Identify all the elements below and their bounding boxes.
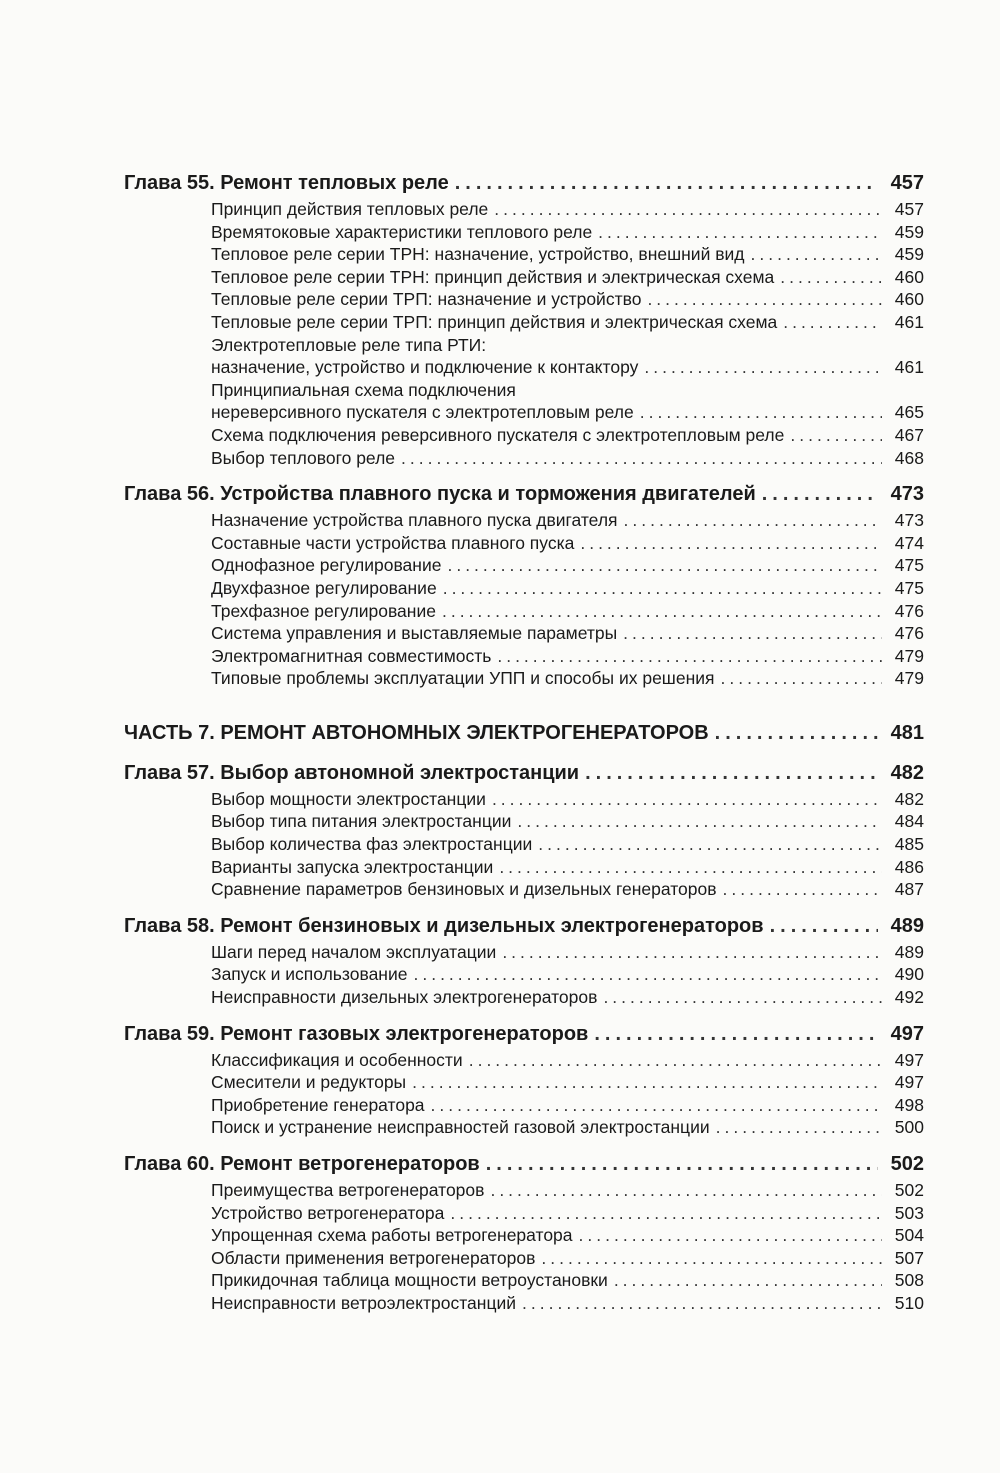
dot-leader — [538, 833, 882, 856]
toc-entry — [211, 1247, 924, 1270]
entry-page: 461 — [894, 357, 924, 378]
chapter-title: Глава 55. Ремонт тепловых реле — [124, 172, 449, 194]
entry-page: 510 — [894, 1292, 924, 1313]
entry-title: Тепловые реле серии ТРП: принцип действия и электрическая схема — [211, 311, 778, 332]
entry-page: 482 — [894, 788, 924, 809]
dot-leader — [431, 1094, 882, 1117]
toc-entry — [211, 833, 924, 856]
entry-page: 486 — [894, 856, 924, 877]
dot-leader — [614, 1269, 882, 1292]
dot-leader — [647, 288, 882, 311]
entry-page: 503 — [894, 1202, 924, 1223]
toc-entry — [211, 554, 924, 577]
entry-page: 473 — [894, 510, 924, 531]
entry-page: 479 — [894, 668, 924, 689]
entry-title: Классификация и особенности — [211, 1049, 463, 1070]
dot-leader — [790, 424, 882, 447]
dot-leader — [522, 1292, 882, 1315]
chapter-title: Глава 60. Ремонт ветрогенераторов — [124, 1153, 480, 1175]
entry-title: Электромагнитная совместимость — [211, 645, 492, 666]
entry-title: Упрощенная схема работы ветрогенератора — [211, 1225, 573, 1246]
entry-title: Поиск и устранение неисправностей газовой электростанции — [211, 1117, 710, 1138]
dot-leader — [644, 356, 882, 379]
dot-leader — [486, 1149, 878, 1179]
entry-page: 504 — [894, 1225, 924, 1246]
entry-title-line1: Принципиальная схема подключения — [211, 379, 516, 400]
chapter-page: 497 — [890, 1022, 924, 1045]
entry-title: нереверсивного пускателя с электротепловым реле — [211, 402, 634, 423]
entry-title: Устройство ветрогенератора — [211, 1202, 445, 1223]
toc-entry — [211, 532, 924, 555]
toc-entry — [211, 810, 924, 833]
entry-page: 484 — [894, 811, 924, 832]
toc-entry — [211, 221, 924, 244]
dot-leader — [447, 554, 882, 577]
entry-title: Составные части устройства плавного пуска — [211, 532, 575, 553]
toc-entry — [211, 878, 924, 901]
dot-leader — [413, 963, 882, 986]
entry-title: Выбор теплового реле — [211, 447, 396, 468]
entry-page: 459 — [894, 244, 924, 265]
chapter-60-heading — [124, 1149, 924, 1179]
part-7-heading — [124, 718, 924, 748]
toc-entry — [211, 198, 924, 221]
entry-title: Приобретение генератора — [211, 1094, 425, 1115]
dot-leader — [770, 911, 878, 941]
dot-leader — [494, 198, 882, 221]
dot-leader — [624, 509, 882, 532]
chapter-56-heading — [124, 479, 924, 509]
chapter-59-heading — [124, 1019, 924, 1049]
toc-entry — [211, 667, 924, 690]
dot-leader — [598, 221, 882, 244]
toc-entry — [211, 311, 924, 334]
toc-entry — [211, 447, 924, 470]
toc-entry — [211, 1071, 924, 1094]
entry-page: 479 — [894, 645, 924, 666]
dot-leader — [603, 986, 882, 1009]
toc-entry — [211, 288, 924, 311]
entry-title: Преимущества ветрогенераторов — [211, 1180, 485, 1200]
toc-entry — [211, 1094, 924, 1117]
toc-entry — [211, 356, 924, 379]
dot-leader — [762, 479, 878, 509]
entry-page: 474 — [894, 532, 924, 553]
dot-leader — [401, 447, 882, 470]
dot-leader — [442, 600, 882, 623]
entry-page: 487 — [894, 879, 924, 900]
dot-leader — [640, 401, 882, 424]
entry-page: 467 — [894, 424, 924, 445]
dot-leader — [492, 788, 882, 811]
entry-page: 497 — [894, 1049, 924, 1070]
entry-page: 497 — [894, 1072, 924, 1093]
entry-title: Однофазное регулирование — [211, 555, 442, 576]
dot-leader — [412, 1071, 882, 1094]
toc-entry — [211, 424, 924, 447]
dot-leader — [715, 718, 878, 748]
dot-leader — [721, 667, 883, 690]
entry-page: 508 — [894, 1270, 924, 1291]
entry-page: 468 — [894, 447, 924, 468]
toc-entry — [211, 509, 924, 532]
chapter-title: Глава 57. Выбор автономной электростанции — [124, 761, 580, 784]
entry-title: Смесители и редукторы — [211, 1072, 407, 1093]
part-title: ЧАСТЬ 7. РЕМОНТ АВТОНОМНЫХ ЭЛЕКТРОГЕНЕРАТОРОВ — [124, 721, 709, 744]
entry-title: Назначение устройства плавного пуска двигателя — [211, 510, 618, 531]
toc-entry — [211, 1116, 924, 1139]
dot-leader — [783, 311, 882, 334]
toc-entry — [211, 1224, 924, 1247]
dot-leader — [780, 266, 882, 289]
entry-title: Времятоковые характеристики теплового реле — [211, 221, 593, 242]
entry-page: 489 — [894, 941, 924, 962]
entry-page: 492 — [894, 987, 924, 1008]
dot-leader — [716, 1116, 882, 1139]
dot-leader — [751, 243, 883, 266]
entry-title: Тепловые реле серии ТРП: назначение и устройство — [211, 289, 642, 310]
entry-title: Система управления и выставляемые параметры — [211, 623, 618, 644]
entry-page: 460 — [894, 289, 924, 310]
dot-leader — [585, 758, 878, 788]
chapter-title: Глава 59. Ремонт газовых электрогенераторов — [124, 1022, 589, 1045]
toc-entry — [211, 600, 924, 623]
entry-title: Неисправности ветроэлектростанций — [211, 1292, 517, 1313]
part-page: 481 — [890, 721, 924, 744]
chapter-title: Глава 56. Устройства плавного пуска и торможения двигателей — [124, 483, 756, 506]
entry-title: Типовые проблемы эксплуатации УПП и способы их решения — [211, 668, 715, 689]
entry-title: Сравнение параметров бензиновых и дизельных генераторов — [211, 879, 717, 900]
chapter-page: 489 — [890, 914, 924, 937]
entry-title: Принцип действия тепловых реле — [211, 199, 489, 219]
entry-title: Области применения ветрогенераторов — [211, 1247, 536, 1268]
entry-page: 500 — [894, 1117, 924, 1138]
entry-page: 507 — [894, 1247, 924, 1268]
dot-leader — [455, 168, 878, 198]
entry-title: Схема подключения реверсивного пускателя с электротепловым реле — [211, 424, 785, 445]
entry-page: 457 — [894, 199, 924, 219]
entry-page: 460 — [894, 266, 924, 287]
toc-entry — [211, 1049, 924, 1072]
chapter-page: 482 — [890, 761, 924, 784]
toc-entry — [211, 788, 924, 811]
toc-entry — [211, 856, 924, 879]
dot-leader — [499, 856, 882, 879]
entry-title: Двухфазное регулирование — [211, 577, 437, 598]
chapter-page: 457 — [890, 172, 924, 194]
toc-entry — [211, 622, 924, 645]
dot-leader — [497, 645, 882, 668]
entry-title: Прикидочная таблица мощности ветроустановки — [211, 1270, 608, 1291]
entry-title: Шаги перед началом эксплуатации — [211, 941, 497, 962]
chapter-page: 502 — [890, 1153, 924, 1175]
entry-page: 498 — [894, 1094, 924, 1115]
entry-page: 459 — [894, 221, 924, 242]
entry-title: Неисправности дизельных электрогенераторов — [211, 987, 598, 1008]
toc-entry — [211, 1292, 924, 1315]
chapter-57-heading — [124, 758, 924, 788]
entry-page: 476 — [894, 600, 924, 621]
dot-leader — [443, 577, 882, 600]
dot-leader — [450, 1202, 882, 1225]
dot-leader — [623, 622, 882, 645]
dot-leader — [579, 1224, 882, 1247]
dot-leader — [490, 1179, 882, 1202]
entry-page: 475 — [894, 577, 924, 598]
entry-page: 485 — [894, 834, 924, 855]
entry-title: Варианты запуска электростанции — [211, 856, 494, 877]
toc-entry — [211, 401, 924, 424]
toc-entry — [211, 1179, 924, 1202]
entry-page: 465 — [894, 402, 924, 423]
entry-page: 502 — [894, 1180, 924, 1200]
toc-entry — [211, 645, 924, 668]
toc-entry — [211, 986, 924, 1009]
toc-entry — [211, 1202, 924, 1225]
toc-entry — [211, 577, 924, 600]
entry-title: Тепловое реле серии ТРН: назначение, устройство, внешний вид — [211, 244, 745, 265]
entry-page: 475 — [894, 555, 924, 576]
entry-title: Трехфазное регулирование — [211, 600, 436, 621]
dot-leader — [594, 1019, 878, 1049]
toc-entry — [211, 941, 924, 964]
entry-title: назначение, устройство и подключение к контактору — [211, 357, 639, 378]
entry-page: 461 — [894, 311, 924, 332]
entry-title: Запуск и использование — [211, 964, 408, 985]
entry-title: Выбор типа питания электростанции — [211, 811, 512, 832]
toc-entry — [211, 963, 924, 986]
entry-title-line1: Электротепловые реле типа РТИ: — [211, 334, 487, 355]
toc-entry — [211, 243, 924, 266]
dot-leader — [517, 810, 882, 833]
dot-leader — [723, 878, 882, 901]
entry-title: Тепловое реле серии ТРН: принцип действия и электрическая схема — [211, 266, 775, 287]
dot-leader — [580, 532, 882, 555]
chapter-55-heading — [124, 168, 924, 198]
dot-leader — [541, 1247, 882, 1270]
chapter-58-heading — [124, 911, 924, 941]
dot-leader — [469, 1049, 882, 1072]
dot-leader — [502, 941, 882, 964]
chapter-page: 473 — [890, 483, 924, 506]
toc-entry — [211, 266, 924, 289]
entry-page: 490 — [894, 964, 924, 985]
chapter-title: Глава 58. Ремонт бензиновых и дизельных электрогенераторов — [124, 914, 764, 937]
entry-title: Выбор мощности электростанции — [211, 788, 486, 809]
table-of-contents — [124, 168, 924, 1315]
entry-title: Выбор количества фаз электростанции — [211, 834, 533, 855]
toc-entry — [211, 1269, 924, 1292]
entry-page: 476 — [894, 623, 924, 644]
